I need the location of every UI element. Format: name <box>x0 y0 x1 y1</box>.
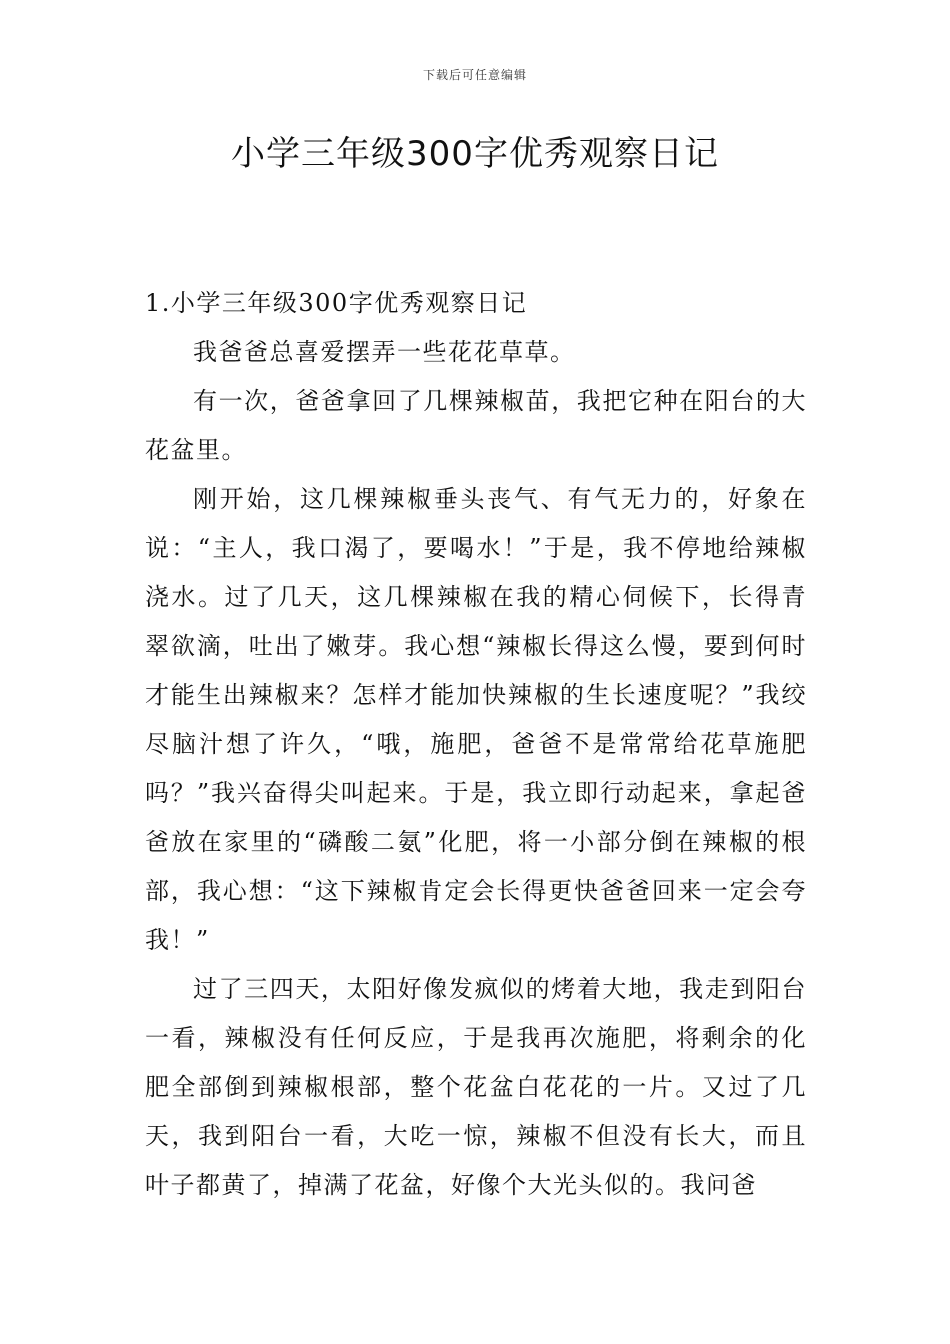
document-title: 小学三年级300字优秀观察日记 <box>231 134 719 174</box>
paragraph-1: 我爸爸总喜爱摆弄一些花花草草。 <box>193 338 576 366</box>
page-header-note: 下载后可任意编辑 <box>422 68 527 82</box>
paragraph-3: 刚开始，这几棵辣椒垂头丧气、有气无力的，好象在说：“主人，我口渴了，要喝水！”于是，我不停地给辣椒浇水。过了几天，这几棵辣椒在我的精心伺候下，长得青翠欲滴，吐出了嫩芽。我心想“辣椒长得这么慢，要到何时才能生出辣椒来？怎样才能加快辣椒的生长速度呢？”我绞尽脑汁想了许久，“哦，施肥，爸爸不是常常给花草施肥吗？”我兴奋得尖叫起来。于是，我立即行动起来，拿起爸爸放在家里的“磷酸二氨”化肥，将一小部分倒在辣椒的根部，我心想：“这下辣椒肯定会长得更快爸爸回来一定会夸我！” <box>145 485 807 954</box>
document-body <box>145 279 807 1210</box>
paragraph-2: 有一次，爸爸拿回了几棵辣椒苗，我把它种在阳台的大花盆里。 <box>145 387 807 464</box>
paragraph-4: 过了三四天，太阳好像发疯似的烤着大地，我走到阳台一看，辣椒没有任何反应，于是我再次施肥，将剩余的化肥全部倒到辣椒根部，整个花盆白花花的一片。又过了几天，我到阳台一看，大吃一惊，辣椒不但没有长大，而且叶子都黄了，掉满了花盆，好像个大光头似的。我问爸 <box>145 975 807 1199</box>
section-heading: 1.小学三年级300字优秀观察日记 <box>145 289 528 317</box>
